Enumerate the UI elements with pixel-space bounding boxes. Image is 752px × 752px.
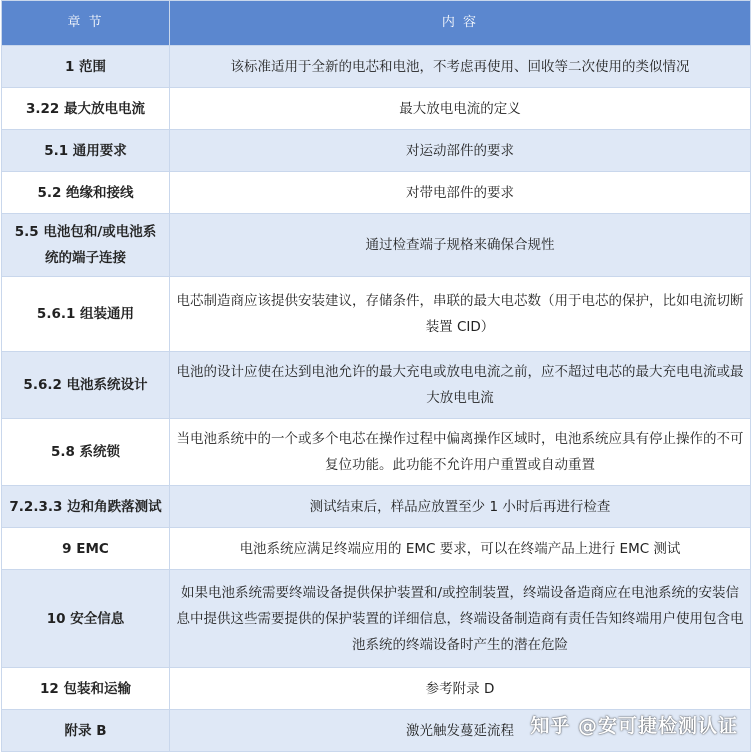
zhihu-watermark: 知乎 @安可捷检测认证: [530, 715, 738, 737]
row-section: 7.2.3.3 边和角跌落测试: [2, 486, 170, 528]
table-row: [2, 419, 751, 486]
table-header-row: [2, 1, 751, 46]
table-row: [2, 172, 751, 214]
table-row: [2, 88, 751, 130]
row-content: 最大放电电流的定义: [170, 88, 751, 130]
table-row: [2, 352, 751, 419]
row-section: 附录 B: [2, 710, 170, 752]
row-section: 3.22 最大放电电流: [2, 88, 170, 130]
row-section: 5.2 绝缘和接线: [2, 172, 170, 214]
row-section: 5.1 通用要求: [2, 130, 170, 172]
row-content: 通过检查端子规格来确保合规性: [170, 214, 751, 277]
row-content: 如果电池系统需要终端设备提供保护装置和/或控制装置，终端设备造商应在电池系统的安装信息中提供这些需要提供的保护装置的详细信息，终端设备制造商有责任告知终端用户使用包含电池系统的终端设备时产生的潜在危险: [170, 570, 751, 668]
table-row: [2, 528, 751, 570]
row-content: 当电池系统中的一个或多个电芯在操作过程中偏离操作区域时，电池系统应具有停止操作的不可复位功能。此功能不允许用户重置或自动重置: [170, 419, 751, 486]
header-section: 章 节: [2, 1, 170, 46]
row-content: 电池的设计应使在达到电池允许的最大充电或放电电流之前，应不超过电芯的最大充电电流或最大放电电流: [170, 352, 751, 419]
table-row: [2, 277, 751, 352]
row-section: 10 安全信息: [2, 570, 170, 668]
row-content: 激光触发蔓延流程: [170, 710, 751, 752]
table-row: [2, 46, 751, 88]
table-row: [2, 570, 751, 668]
table-row: [2, 486, 751, 528]
table-row: [2, 214, 751, 277]
row-section: 1 范围: [2, 46, 170, 88]
row-content: 电芯制造商应该提供安装建议，存储条件，串联的最大电芯数（用于电芯的保护，比如电流切断装置 CID）: [170, 277, 751, 352]
row-section: 12 包装和运输: [2, 668, 170, 710]
row-content: 对运动部件的要求: [170, 130, 751, 172]
row-content: 对带电部件的要求: [170, 172, 751, 214]
row-section: 5.6.1 组装通用: [2, 277, 170, 352]
row-content: 测试结束后，样品应放置至少 1 小时后再进行检查: [170, 486, 751, 528]
row-content: 参考附录 D: [170, 668, 751, 710]
row-section: 5.6.2 电池系统设计: [2, 352, 170, 419]
table-row: [2, 130, 751, 172]
row-section: 5.5 电池包和/或电池系统的端子连接: [2, 214, 170, 277]
row-section: 9 EMC: [2, 528, 170, 570]
table-row: [2, 668, 751, 710]
header-content: 内 容: [170, 1, 751, 46]
row-section: 5.8 系统锁: [2, 419, 170, 486]
row-content: 电池系统应满足终端应用的 EMC 要求，可以在终端产品上进行 EMC 测试: [170, 528, 751, 570]
standard-clauses-table: [1, 0, 751, 752]
row-content: 该标准适用于全新的电芯和电池，不考虑再使用、回收等二次使用的类似情况: [170, 46, 751, 88]
